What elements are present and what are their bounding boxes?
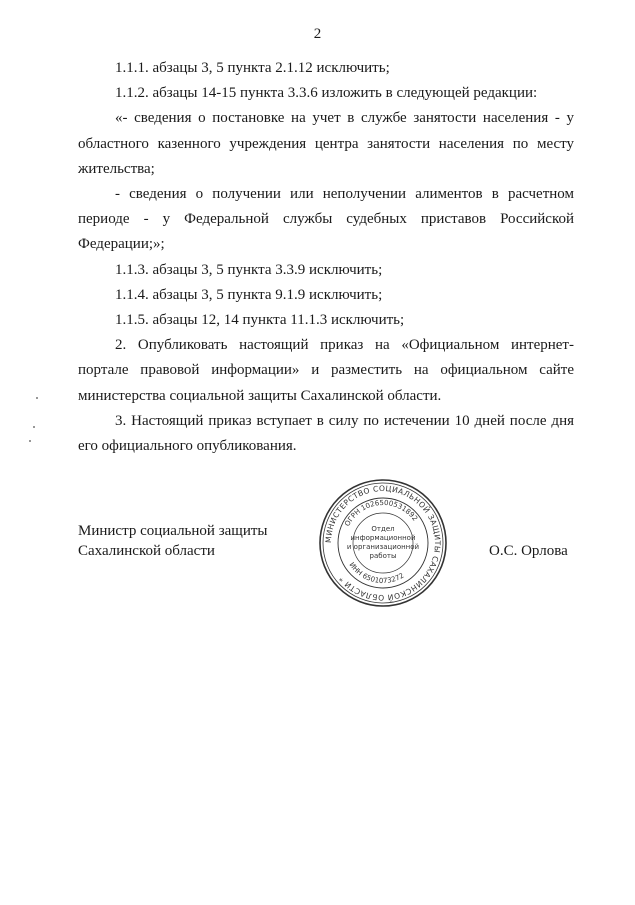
scan-speckle [29, 440, 31, 442]
paragraph-1-1-1: 1.1.1. абзацы 3, 5 пункта 2.1.12 исключить; [115, 60, 390, 76]
stamp-center-line-4: работы [369, 552, 397, 560]
signatory-name: О.С. Орлова [489, 543, 568, 559]
signatory-position-line-2: Сахалинской области [78, 543, 215, 559]
paragraph-1-1-2: 1.1.2. абзацы 14-15 пункта 3.3.6 изложить в следующей редакции: [115, 85, 538, 102]
signatory-position-line-1: Министр социальной защиты [78, 523, 268, 539]
official-stamp [318, 478, 448, 608]
stamp-outer-ring-text: МИНИСТЕРСТВО СОЦИАЛЬНОЙ ЗАЩИТЫ САХАЛИНСКОЙ ОБЛАСТИ * [323, 483, 443, 603]
stamp-inn-text: ИНН 6501073272 [347, 560, 406, 586]
page-number: 2 [313, 26, 322, 42]
paragraph-2-publish: 2. Опубликовать настоящий приказ на «Официальном интернет-портале правовой информации» и разместить на официальном сайте министерства социальной защиты Сахалинской области. [78, 337, 574, 404]
paragraph-1-1-5: 1.1.5. абзацы 12, 14 пункта 11.1.3 исключить; [115, 312, 405, 329]
scan-speckle [36, 397, 38, 399]
stamp-center-line-2: информационной [350, 534, 416, 542]
paragraph-quote-employment: «- сведения о постановке на учет в службе занятости населения - у областного казенного учреждения центра занятости населения по месту жительства; [78, 110, 574, 177]
paragraph-1-1-4: 1.1.4. абзацы 3, 5 пункта 9.1.9 исключить; [115, 286, 383, 303]
document-body [78, 56, 574, 459]
stamp-center-line-1: Отдел [371, 525, 395, 533]
paragraph-1-1-3: 1.1.3. абзацы 3, 5 пункта 3.3.9 исключить; [115, 261, 383, 278]
signatory-position [78, 521, 268, 561]
stamp-center-line-3: и организационной [346, 543, 420, 551]
stamp-ogrn-text: ОГРН 1026500531892 [343, 498, 420, 528]
scan-speckle [33, 426, 35, 428]
paragraph-quote-alimony: - сведения о получении или неполучении алиментов в расчетном периоде - у Федеральной службы судебных приставов Российской Федерации;»; [78, 186, 574, 253]
stamp-seal-graphic [318, 478, 448, 608]
paragraph-3-effective: 3. Настоящий приказ вступает в силу по истечении 10 дней после дня его официального опубликования. [78, 412, 574, 455]
